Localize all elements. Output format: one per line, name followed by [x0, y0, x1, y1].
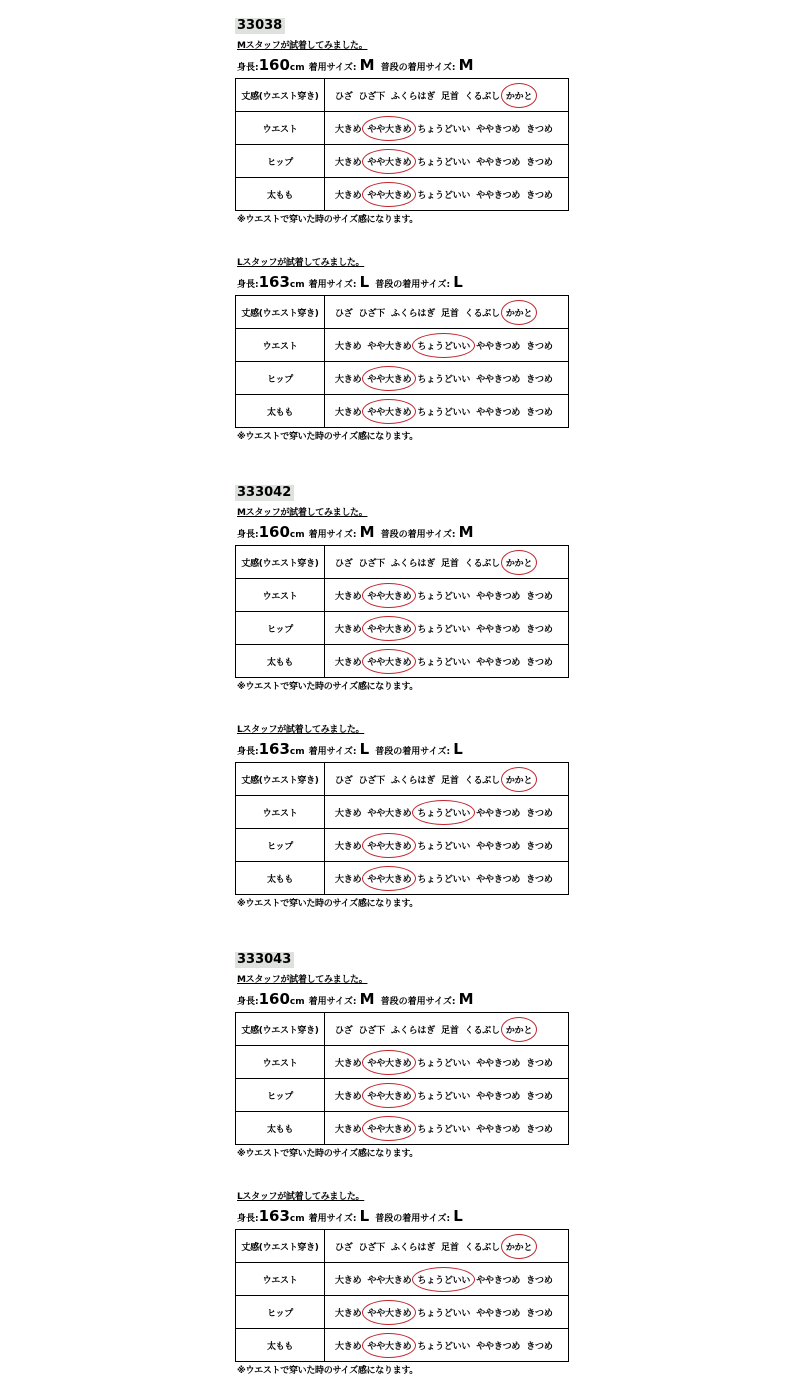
fit-row — [236, 112, 569, 145]
fit-table — [235, 1229, 569, 1362]
fit-option: ちょうどいい — [417, 591, 471, 602]
fit-option: 大きめ — [335, 841, 362, 852]
usual-size-value: L — [453, 273, 463, 291]
fit-option-selected: かかと — [506, 1240, 532, 1253]
height-unit: cm — [289, 280, 305, 290]
fit-options — [325, 1329, 569, 1362]
fit-option-selected: かかと — [506, 1023, 532, 1036]
height-value: 160 — [258, 523, 290, 541]
fit-option: ややきつめ — [476, 874, 521, 885]
fit-option: きつめ — [526, 874, 553, 885]
fit-row-label: 丈感(ウエスト穿き) — [236, 1230, 325, 1263]
fit-option: くるぶし — [464, 91, 500, 102]
fit-row-label: 太もも — [236, 178, 325, 211]
fit-options — [325, 829, 569, 862]
usual-size-label: 普段の着用サイズ: — [380, 530, 456, 540]
fit-row-label: 丈感(ウエスト穿き) — [236, 79, 325, 112]
fit-options — [325, 395, 569, 428]
usual-size-label: 普段の着用サイズ: — [375, 747, 451, 757]
fit-option: 大きめ — [335, 374, 362, 385]
fit-options — [325, 1013, 569, 1046]
fit-row — [236, 579, 569, 612]
fit-row-label: ヒップ — [236, 829, 325, 862]
fit-option: きつめ — [526, 624, 553, 635]
fit-option-selected: やや大きめ — [367, 839, 411, 852]
worn-size-value: M — [359, 56, 375, 74]
fit-options — [325, 1079, 569, 1112]
fit-option-selected: やや大きめ — [367, 1089, 411, 1102]
fit-table — [235, 78, 569, 211]
fit-row-label: ウエスト — [236, 579, 325, 612]
usual-size-label: 普段の着用サイズ: — [380, 63, 456, 73]
fit-option: ふくらはぎ — [391, 1242, 436, 1253]
height-label: 身長: — [237, 63, 259, 73]
fit-option-selected: やや大きめ — [367, 1056, 411, 1069]
staff-title: Lスタッフが試着してみました。 — [237, 725, 365, 735]
fit-row-label: ヒップ — [236, 1296, 325, 1329]
fit-row-label: ウエスト — [236, 1046, 325, 1079]
height-value: 160 — [258, 56, 290, 74]
fit-option: ややきつめ — [476, 1124, 521, 1135]
fit-option: ひざ — [335, 1242, 353, 1253]
fit-option: やや大きめ — [367, 808, 412, 819]
fit-option: ちょうどいい — [417, 841, 471, 852]
fit-option: きつめ — [526, 1058, 553, 1069]
fit-option: ちょうどいい — [417, 1058, 471, 1069]
staff-title: Lスタッフが試着してみました。 — [237, 258, 365, 268]
measurements-line — [237, 54, 474, 76]
fit-option: 大きめ — [335, 1341, 362, 1352]
fit-option: きつめ — [526, 657, 553, 668]
fit-options — [325, 1046, 569, 1079]
fit-option: ややきつめ — [476, 808, 521, 819]
fit-option: ひざ下 — [358, 1025, 386, 1036]
measurements-line — [237, 988, 474, 1010]
measurements-line — [237, 271, 463, 293]
fit-option: くるぶし — [464, 558, 500, 569]
usual-size-label: 普段の着用サイズ: — [375, 1214, 451, 1224]
fit-option: ひざ下 — [358, 308, 386, 319]
fit-option: きつめ — [526, 1091, 553, 1102]
height-unit: cm — [289, 747, 305, 757]
fit-option: ちょうどいい — [417, 124, 471, 135]
fit-option: 大きめ — [335, 1124, 362, 1135]
fit-options — [325, 1112, 569, 1145]
fit-option: ひざ下 — [358, 558, 386, 569]
footnote: ※ウエストで穿いた時のサイズ感になります。 — [237, 432, 419, 442]
fit-row-label: ウエスト — [236, 1263, 325, 1296]
fit-option: きつめ — [526, 1275, 553, 1286]
fit-row — [236, 296, 569, 329]
fit-option: ちょうどいい — [417, 874, 471, 885]
fit-row — [236, 829, 569, 862]
fit-option: 足首 — [441, 91, 459, 102]
worn-size-value: L — [359, 740, 370, 758]
usual-size-value: M — [458, 56, 474, 74]
fit-option: ちょうどいい — [417, 1341, 471, 1352]
fit-option: ひざ下 — [358, 91, 386, 102]
fit-option: きつめ — [526, 407, 553, 418]
fit-row — [236, 1263, 569, 1296]
fit-option: 大きめ — [335, 808, 362, 819]
fit-option: きつめ — [526, 374, 553, 385]
fit-option: ややきつめ — [476, 1275, 521, 1286]
fit-options — [325, 79, 569, 112]
fit-options — [325, 112, 569, 145]
fit-options — [325, 612, 569, 645]
staff-title: Mスタッフが試着してみました。 — [237, 41, 368, 51]
fit-option: 大きめ — [335, 1091, 362, 1102]
fit-row-label: 太もも — [236, 395, 325, 428]
fit-options — [325, 1296, 569, 1329]
fit-option: ややきつめ — [476, 1308, 521, 1319]
fit-option: ちょうどいい — [417, 1091, 471, 1102]
fit-row — [236, 395, 569, 428]
product-code: 333042 — [235, 485, 294, 501]
fit-option: ひざ下 — [358, 1242, 386, 1253]
height-unit: cm — [289, 63, 305, 73]
fit-option: ややきつめ — [476, 841, 521, 852]
fit-option: ややきつめ — [476, 591, 521, 602]
fit-option: ちょうどいい — [417, 374, 471, 385]
fit-table — [235, 545, 569, 678]
fit-row-label: 太もも — [236, 645, 325, 678]
fit-option: ややきつめ — [476, 341, 521, 352]
fit-table — [235, 1012, 569, 1145]
fit-option: きつめ — [526, 341, 553, 352]
fit-options — [325, 1230, 569, 1263]
fit-row-label: 太もも — [236, 1112, 325, 1145]
fit-option-selected: やや大きめ — [367, 1339, 411, 1352]
fit-option: ふくらはぎ — [391, 1025, 436, 1036]
fit-row — [236, 1296, 569, 1329]
fit-option-selected: かかと — [506, 89, 532, 102]
fit-options — [325, 763, 569, 796]
fit-table — [235, 762, 569, 895]
fit-options — [325, 796, 569, 829]
fit-option: きつめ — [526, 1308, 553, 1319]
fit-option: きつめ — [526, 1124, 553, 1135]
fit-row-label: ウエスト — [236, 112, 325, 145]
fit-option: 大きめ — [335, 624, 362, 635]
fit-option-selected: やや大きめ — [367, 155, 411, 168]
fit-options — [325, 362, 569, 395]
usual-size-value: M — [458, 523, 474, 541]
fit-option: やや大きめ — [367, 1275, 412, 1286]
fit-row — [236, 763, 569, 796]
fit-option: 大きめ — [335, 657, 362, 668]
fit-options — [325, 145, 569, 178]
fit-row-label: 太もも — [236, 1329, 325, 1362]
fit-row — [236, 1230, 569, 1263]
product-code: 333043 — [235, 952, 294, 968]
footnote: ※ウエストで穿いた時のサイズ感になります。 — [237, 1149, 419, 1159]
usual-size-value: M — [458, 990, 474, 1008]
fit-option: ちょうどいい — [417, 157, 471, 168]
fit-option-selected: ちょうどいい — [417, 1273, 470, 1286]
footnote: ※ウエストで穿いた時のサイズ感になります。 — [237, 215, 419, 225]
fit-options — [325, 645, 569, 678]
fit-option: ふくらはぎ — [391, 558, 436, 569]
fit-option: きつめ — [526, 157, 553, 168]
footnote: ※ウエストで穿いた時のサイズ感になります。 — [237, 682, 419, 692]
fit-row — [236, 145, 569, 178]
height-value: 163 — [258, 740, 290, 758]
fit-option: 大きめ — [335, 407, 362, 418]
fit-option: ややきつめ — [476, 190, 521, 201]
fit-option: きつめ — [526, 841, 553, 852]
usual-size-label: 普段の着用サイズ: — [380, 997, 456, 1007]
fit-option: ひざ — [335, 558, 353, 569]
fit-option: ちょうどいい — [417, 1124, 471, 1135]
worn-size-label: 着用サイズ: — [308, 280, 357, 290]
worn-size-value: M — [359, 990, 375, 1008]
worn-size-label: 着用サイズ: — [308, 747, 357, 757]
usual-size-label: 普段の着用サイズ: — [375, 280, 451, 290]
height-label: 身長: — [237, 997, 259, 1007]
fit-row — [236, 1112, 569, 1145]
fit-option: 足首 — [441, 775, 459, 786]
fit-option: ひざ — [335, 91, 353, 102]
fit-option-selected: ちょうどいい — [417, 339, 470, 352]
fit-option-selected: やや大きめ — [367, 122, 411, 135]
fit-option: ややきつめ — [476, 1091, 521, 1102]
fit-options — [325, 1263, 569, 1296]
fit-option: ひざ — [335, 775, 353, 786]
fit-option: ちょうどいい — [417, 624, 471, 635]
measurements-line — [237, 738, 463, 760]
fit-option: 大きめ — [335, 157, 362, 168]
fit-option: くるぶし — [464, 775, 500, 786]
fit-option: ややきつめ — [476, 1341, 521, 1352]
fit-option: ややきつめ — [476, 1058, 521, 1069]
height-label: 身長: — [237, 1214, 259, 1224]
fit-row — [236, 79, 569, 112]
fit-option-selected: かかと — [506, 773, 532, 786]
fit-option: 足首 — [441, 1025, 459, 1036]
fit-option: きつめ — [526, 190, 553, 201]
fit-row-label: ヒップ — [236, 145, 325, 178]
fit-row — [236, 796, 569, 829]
fit-option: 大きめ — [335, 591, 362, 602]
fit-option: ひざ下 — [358, 775, 386, 786]
usual-size-value: L — [453, 740, 463, 758]
height-value: 163 — [258, 273, 290, 291]
fit-option: ひざ — [335, 308, 353, 319]
staff-title: Mスタッフが試着してみました。 — [237, 508, 368, 518]
fit-option: 大きめ — [335, 190, 362, 201]
fit-option: 足首 — [441, 308, 459, 319]
fit-option: 大きめ — [335, 1308, 362, 1319]
fit-option: 大きめ — [335, 1058, 362, 1069]
fit-options — [325, 546, 569, 579]
fit-option-selected: やや大きめ — [367, 405, 411, 418]
fit-options — [325, 862, 569, 895]
height-unit: cm — [289, 997, 305, 1007]
fit-option: ひざ — [335, 1025, 353, 1036]
fit-option: ちょうどいい — [417, 657, 471, 668]
fit-option-selected: やや大きめ — [367, 622, 411, 635]
height-unit: cm — [289, 530, 305, 540]
worn-size-label: 着用サイズ: — [308, 997, 357, 1007]
worn-size-value: L — [359, 273, 370, 291]
usual-size-value: L — [453, 1207, 463, 1225]
fit-option: 大きめ — [335, 124, 362, 135]
worn-size-label: 着用サイズ: — [308, 530, 357, 540]
fit-option: ややきつめ — [476, 624, 521, 635]
fit-row-label: ヒップ — [236, 612, 325, 645]
fit-option: ややきつめ — [476, 374, 521, 385]
fit-option: 大きめ — [335, 341, 362, 352]
fit-row-label: ヒップ — [236, 1079, 325, 1112]
fit-option: きつめ — [526, 808, 553, 819]
fit-option-selected: かかと — [506, 306, 532, 319]
fit-option: ややきつめ — [476, 407, 521, 418]
fit-row — [236, 1046, 569, 1079]
fit-row — [236, 612, 569, 645]
fit-option: ちょうどいい — [417, 1308, 471, 1319]
product-code: 33038 — [235, 18, 285, 34]
measurements-line — [237, 1205, 463, 1227]
measurements-line — [237, 521, 474, 543]
fit-option: ちょうどいい — [417, 190, 471, 201]
fit-row-label: ウエスト — [236, 796, 325, 829]
fit-option-selected: やや大きめ — [367, 589, 411, 602]
fit-options — [325, 329, 569, 362]
fit-option-selected: やや大きめ — [367, 372, 411, 385]
fit-row-label: 丈感(ウエスト穿き) — [236, 296, 325, 329]
worn-size-value: L — [359, 1207, 370, 1225]
fit-option: ふくらはぎ — [391, 91, 436, 102]
fit-options — [325, 296, 569, 329]
fit-option: くるぶし — [464, 308, 500, 319]
fit-table — [235, 295, 569, 428]
fit-option: くるぶし — [464, 1025, 500, 1036]
fit-option-selected: やや大きめ — [367, 655, 411, 668]
fit-option: 大きめ — [335, 874, 362, 885]
fit-option-selected: やや大きめ — [367, 1122, 411, 1135]
staff-title: Lスタッフが試着してみました。 — [237, 1192, 365, 1202]
fit-option-selected: やや大きめ — [367, 872, 411, 885]
fit-option: ちょうどいい — [417, 407, 471, 418]
fit-option-selected: かかと — [506, 556, 532, 569]
fit-row — [236, 862, 569, 895]
fit-option: きつめ — [526, 1341, 553, 1352]
fit-row — [236, 329, 569, 362]
fit-row-label: 丈感(ウエスト穿き) — [236, 546, 325, 579]
fit-row-label: ウエスト — [236, 329, 325, 362]
fit-option: 大きめ — [335, 1275, 362, 1286]
fit-option: 足首 — [441, 1242, 459, 1253]
fit-row — [236, 546, 569, 579]
fit-options — [325, 579, 569, 612]
fit-option: ふくらはぎ — [391, 775, 436, 786]
fit-row — [236, 178, 569, 211]
fit-row — [236, 362, 569, 395]
worn-size-value: M — [359, 523, 375, 541]
fit-option: 足首 — [441, 558, 459, 569]
footnote: ※ウエストで穿いた時のサイズ感になります。 — [237, 1366, 419, 1376]
worn-size-label: 着用サイズ: — [308, 1214, 357, 1224]
fit-options — [325, 178, 569, 211]
fit-option: やや大きめ — [367, 341, 412, 352]
footnote: ※ウエストで穿いた時のサイズ感になります。 — [237, 899, 419, 909]
fit-option: きつめ — [526, 591, 553, 602]
fit-row — [236, 1079, 569, 1112]
fit-option: ややきつめ — [476, 157, 521, 168]
fit-option-selected: やや大きめ — [367, 188, 411, 201]
worn-size-label: 着用サイズ: — [308, 63, 357, 73]
height-label: 身長: — [237, 530, 259, 540]
fit-row-label: ヒップ — [236, 362, 325, 395]
fit-row-label: 丈感(ウエスト穿き) — [236, 763, 325, 796]
fit-option: ややきつめ — [476, 657, 521, 668]
height-value: 160 — [258, 990, 290, 1008]
fit-row — [236, 645, 569, 678]
fit-row — [236, 1329, 569, 1362]
fit-row — [236, 1013, 569, 1046]
fit-option: ふくらはぎ — [391, 308, 436, 319]
height-label: 身長: — [237, 280, 259, 290]
fit-option: くるぶし — [464, 1242, 500, 1253]
height-value: 163 — [258, 1207, 290, 1225]
fit-option-selected: やや大きめ — [367, 1306, 411, 1319]
staff-title: Mスタッフが試着してみました。 — [237, 975, 368, 985]
fit-row-label: 丈感(ウエスト穿き) — [236, 1013, 325, 1046]
fit-row-label: 太もも — [236, 862, 325, 895]
fit-option-selected: ちょうどいい — [417, 806, 470, 819]
height-unit: cm — [289, 1214, 305, 1224]
fit-option: ややきつめ — [476, 124, 521, 135]
height-label: 身長: — [237, 747, 259, 757]
fit-option: きつめ — [526, 124, 553, 135]
